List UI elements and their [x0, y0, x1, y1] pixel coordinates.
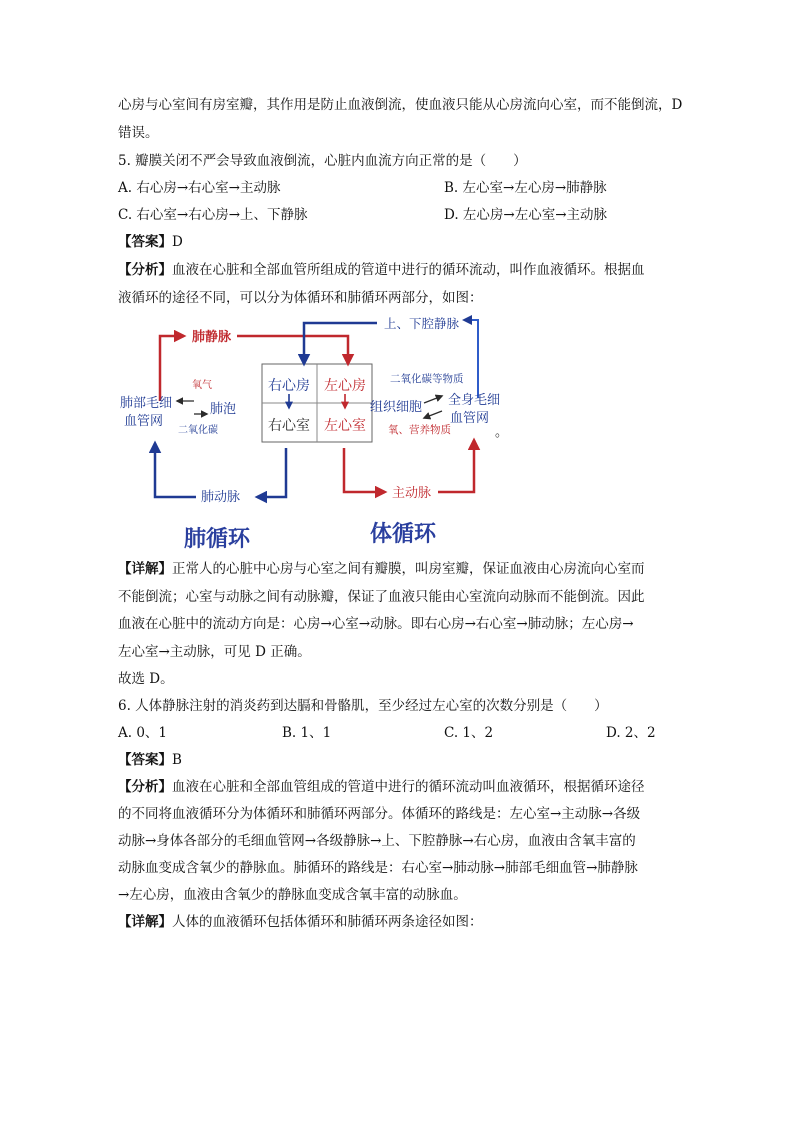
pulmonary-artery-arrow-in	[257, 448, 286, 497]
analysis-text: 血液在心脏和全部血管组成的管道中进行的循环流动叫血液循环，根据循环途径	[172, 779, 645, 795]
tissue-to-capillary-arrow	[424, 396, 442, 403]
q5-detail-line-2: 不能倒流；心室与动脉之间有动脉瓣，保证了血液只能由心室流向动脉而不能倒流。因此	[118, 589, 645, 605]
diagram-trailing-period: 。	[494, 425, 508, 440]
q6-analysis-line-5: →左心房，血液由含氧少的静脉血变成含氧丰富的动脉血。	[118, 887, 467, 903]
detail-tag: 【详解】	[118, 561, 172, 577]
analysis-tag: 【分析】	[118, 262, 172, 278]
oxygen-label: 氧气	[192, 380, 212, 391]
systemic-circulation-title: 体循环	[370, 522, 437, 547]
right-ventricle-label: 右心室	[268, 418, 310, 434]
q6-analysis-line-4: 动脉血变成含氧少的静脉血。肺循环的路线是：右心室→肺动脉→肺部毛细血管→肺静脉	[118, 860, 638, 876]
capillary-to-tissue-arrow	[424, 411, 442, 418]
q5-conclusion: 故选 D。	[118, 671, 174, 687]
q5-option-a: A. 右心房→右心室→主动脉	[118, 180, 281, 196]
q5-stem: 5. 瓣膜关闭不严会导致血液倒流，心脏内血流方向正常的是（ ）	[118, 153, 527, 169]
q6-answer	[118, 750, 182, 770]
intro-line-2: 错误。	[118, 125, 159, 141]
q6-option-d: D. 2、2	[606, 725, 656, 741]
q5-detail-line-3: 血液在心脏中的流动方向是：心房→心室→动脉。即右心房→右心室→肺动脉；左心房→	[118, 616, 634, 632]
q6-option-a: A. 0、1	[118, 725, 168, 741]
left-ventricle-label: 左心室	[324, 418, 366, 434]
detail-tag: 【详解】	[118, 914, 172, 930]
q6-option-b: B. 1、1	[282, 725, 332, 741]
vena-cava-label: 上、下腔静脉	[384, 316, 460, 331]
q6-option-c: C. 1、2	[444, 725, 494, 741]
q5-option-d: D. 左心房→左心室→主动脉	[444, 207, 608, 223]
answer-tag: 【答案】	[118, 752, 172, 768]
body-capillary-label-1: 全身毛细	[448, 393, 501, 408]
co2-substances-label: 二氧化碳等物质	[390, 373, 464, 385]
q5-detail-line-1	[118, 559, 645, 579]
lung-capillary-label-1: 肺部毛细	[120, 396, 173, 411]
tissue-cell-label: 组织细胞	[370, 400, 423, 415]
left-atrium-label: 左心房	[324, 378, 366, 394]
analysis-text: 血液在心脏和全部血管所组成的管道中进行的循环流动，叫作血液循环。根据血	[172, 262, 645, 278]
pulmonary-circulation-title: 肺循环	[184, 527, 251, 552]
co2-label-left: 二氧化碳	[178, 425, 218, 436]
q6-analysis-line-2: 的不同将血液循环分为体循环和肺循环两部分。体循环的路线是：左心室→主动脉→各级	[118, 806, 641, 822]
q6-stem: 6. 人体静脉注射的消炎药到达膈和骨骼肌，至少经过左心室的次数分别是（ ）	[118, 698, 608, 714]
body-to-vena-cava-arrow	[464, 320, 478, 398]
q6-detail-line-1	[118, 912, 483, 932]
pulmonary-artery-label: 肺动脉	[201, 490, 241, 505]
detail-text: 正常人的心脏中心房与心室之间有瓣膜，叫房室瓣，保证血液由心房流向心室而	[172, 561, 645, 577]
q6-analysis-line-3: 动脉→身体各部分的毛细血管网→各级静脉→上、下腔静脉→右心房，血液由含氧丰富的	[118, 833, 636, 849]
aorta-arrow-in	[344, 448, 385, 492]
detail-text: 人体的血液循环包括体循环和肺循环两条途径如图：	[172, 914, 483, 930]
aorta-label: 主动脉	[392, 486, 432, 501]
q5-answer	[118, 232, 183, 252]
q6-analysis-line-1	[118, 777, 645, 797]
alveolus-label: 肺泡	[210, 402, 237, 417]
q5-analysis-line-1	[118, 260, 645, 280]
q5-option-b: B. 左心室→左心房→肺静脉	[444, 180, 607, 196]
analysis-tag: 【分析】	[118, 779, 172, 795]
answer-tag: 【答案】	[118, 234, 172, 250]
aorta-arrow-out	[438, 440, 474, 492]
body-capillary-label-2: 血管网	[450, 411, 490, 426]
oxygen-nutrients-label: 氧、营养物质	[388, 424, 451, 436]
pulmonary-vein-arrow-out	[237, 336, 348, 364]
pulmonary-vein-label: 肺静脉	[192, 330, 232, 345]
right-atrium-label: 右心房	[268, 378, 310, 394]
q5-option-c: C. 右心室→右心房→上、下静脉	[118, 207, 308, 223]
vena-cava-arrow	[304, 323, 377, 364]
q5-detail-line-4: 左心室→主动脉，可见 D 正确。	[118, 644, 311, 660]
intro-line-1: 心房与心室间有房室瓣，其作用是防止血液倒流，使血液只能从心房流向心室，而不能倒流，D	[118, 97, 683, 113]
lung-capillary-label-2: 血管网	[124, 414, 164, 429]
answer-value: B	[172, 752, 182, 768]
answer-value: D	[172, 234, 183, 250]
q5-analysis-line-2: 液循环的途径不同，可以分为体循环和肺循环两部分，如图：	[118, 290, 483, 306]
blood-circulation-diagram	[112, 306, 512, 556]
pulmonary-vein-arrow-in	[160, 336, 184, 401]
pulmonary-artery-arrow-out	[155, 443, 196, 497]
